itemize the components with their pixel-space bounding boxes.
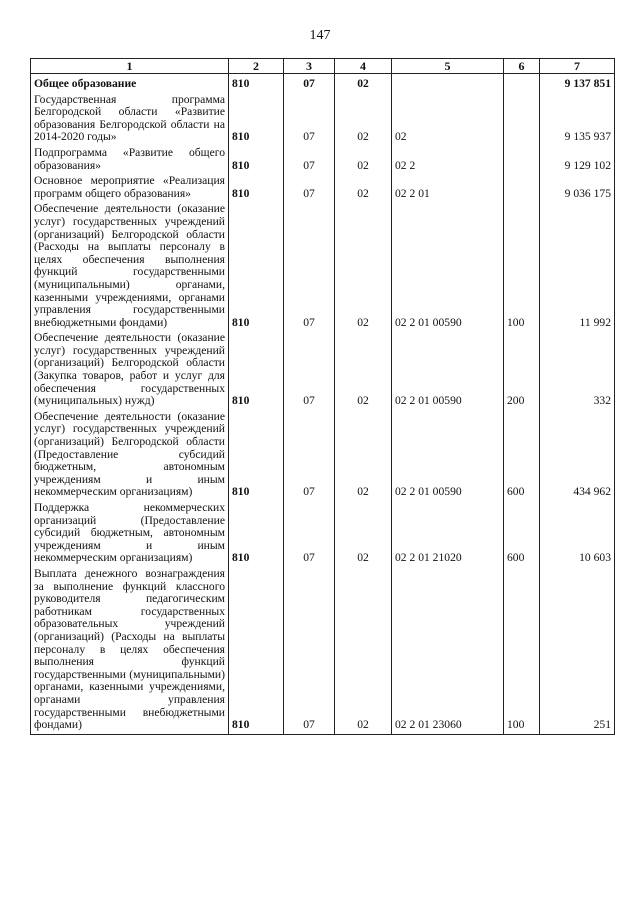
ministry-code: 810 <box>229 93 284 146</box>
row-name: Обеспечение деятельности (оказание услуг) государственных учреждений (организаций) Белгородской области (Расходы на выплаты персоналу в целях обеспечения выполнения функций государственными (муниципальными) органами, казенными учреждениями, органами управления государственными внебюджетными фондами) <box>31 202 229 331</box>
subsection-code: 02 <box>335 74 392 93</box>
amount-value: 9 135 937 <box>540 93 615 146</box>
subsection-code: 02 <box>335 331 392 410</box>
row-name: Общее образование <box>31 74 229 93</box>
expense-type-code: 600 <box>504 410 540 501</box>
ministry-code: 810 <box>229 74 284 93</box>
column-header-3: 3 <box>284 59 335 74</box>
column-header-4: 4 <box>335 59 392 74</box>
expense-type-code <box>504 93 540 146</box>
table-row <box>31 331 615 410</box>
amount-value: 332 <box>540 331 615 410</box>
target-article-code: 02 2 01 23060 <box>392 567 504 734</box>
target-article-code: 02 2 01 <box>392 174 504 202</box>
subsection-code: 02 <box>335 174 392 202</box>
section-code: 07 <box>284 93 335 146</box>
section-code: 07 <box>284 567 335 734</box>
table-row <box>31 146 615 174</box>
table-row <box>31 74 615 93</box>
subsection-code: 02 <box>335 567 392 734</box>
target-article-code: 02 2 <box>392 146 504 174</box>
amount-value: 434 962 <box>540 410 615 501</box>
subsection-code: 02 <box>335 410 392 501</box>
row-name: Основное мероприятие «Реализация программ общего образования» <box>31 174 229 202</box>
expense-type-code: 100 <box>504 567 540 734</box>
expense-type-code: 600 <box>504 501 540 567</box>
amount-value: 251 <box>540 567 615 734</box>
target-article-code: 02 <box>392 93 504 146</box>
section-code: 07 <box>284 74 335 93</box>
table-row <box>31 410 615 501</box>
row-name: Обеспечение деятельности (оказание услуг) государственных учреждений (организаций) Белгородской области (Предоставление субсидий бюджетным, автономным учреждениям и иным некоммерческим организациям) <box>31 410 229 501</box>
subsection-code: 02 <box>335 146 392 174</box>
row-name: Государственная программа Белгородской области «Развитие образования Белгородской области на 2014-2020 годы» <box>31 93 229 146</box>
amount-value: 11 992 <box>540 202 615 331</box>
amount-value: 10 603 <box>540 501 615 567</box>
section-code: 07 <box>284 501 335 567</box>
column-header-5: 5 <box>392 59 504 74</box>
table-row <box>31 93 615 146</box>
target-article-code: 02 2 01 00590 <box>392 331 504 410</box>
table-row <box>31 567 615 734</box>
ministry-code: 810 <box>229 202 284 331</box>
column-header-7: 7 <box>540 59 615 74</box>
expense-type-code: 100 <box>504 202 540 331</box>
amount-value: 9 137 851 <box>540 74 615 93</box>
ministry-code: 810 <box>229 146 284 174</box>
expense-type-code <box>504 174 540 202</box>
target-article-code: 02 2 01 00590 <box>392 202 504 331</box>
target-article-code <box>392 74 504 93</box>
ministry-code: 810 <box>229 410 284 501</box>
ministry-code: 810 <box>229 567 284 734</box>
ministry-code: 810 <box>229 331 284 410</box>
amount-value: 9 036 175 <box>540 174 615 202</box>
row-name: Обеспечение деятельности (оказание услуг) государственных учреждений (организаций) Белгородской области (Закупка товаров, работ и услуг для обеспечения государственных (муниципальных) нужд) <box>31 331 229 410</box>
section-code: 07 <box>284 174 335 202</box>
subsection-code: 02 <box>335 202 392 331</box>
subsection-code: 02 <box>335 501 392 567</box>
row-name: Выплата денежного вознаграждения за выполнение функций классного руководителя педагогическим работникам государственных образовательных учреждений (организаций) (Расходы на выплаты персоналу в целях обеспечения выполнения функций государственными (муниципальными) органами, казенными учреждениями, органами управления государственными внебюджетными фондами) <box>31 567 229 734</box>
target-article-code: 02 2 01 00590 <box>392 410 504 501</box>
expense-type-code <box>504 146 540 174</box>
column-header-6: 6 <box>504 59 540 74</box>
section-code: 07 <box>284 202 335 331</box>
row-name: Подпрограмма «Развитие общего образования» <box>31 146 229 174</box>
ministry-code: 810 <box>229 501 284 567</box>
row-name: Поддержка некоммерческих организаций (Предоставление субсидий бюджетным, автономным учреждениям и иным некоммерческим организациям) <box>31 501 229 567</box>
expense-type-code: 200 <box>504 331 540 410</box>
target-article-code: 02 2 01 21020 <box>392 501 504 567</box>
section-code: 07 <box>284 410 335 501</box>
subsection-code: 02 <box>335 93 392 146</box>
amount-value: 9 129 102 <box>540 146 615 174</box>
table-header-row <box>31 59 615 74</box>
column-header-1: 1 <box>31 59 229 74</box>
column-header-2: 2 <box>229 59 284 74</box>
section-code: 07 <box>284 331 335 410</box>
table-row <box>31 501 615 567</box>
page-number: 147 <box>309 28 331 43</box>
table-row <box>31 174 615 202</box>
budget-table <box>30 58 615 735</box>
ministry-code: 810 <box>229 174 284 202</box>
section-code: 07 <box>284 146 335 174</box>
expense-type-code <box>504 74 540 93</box>
table-row <box>31 202 615 331</box>
